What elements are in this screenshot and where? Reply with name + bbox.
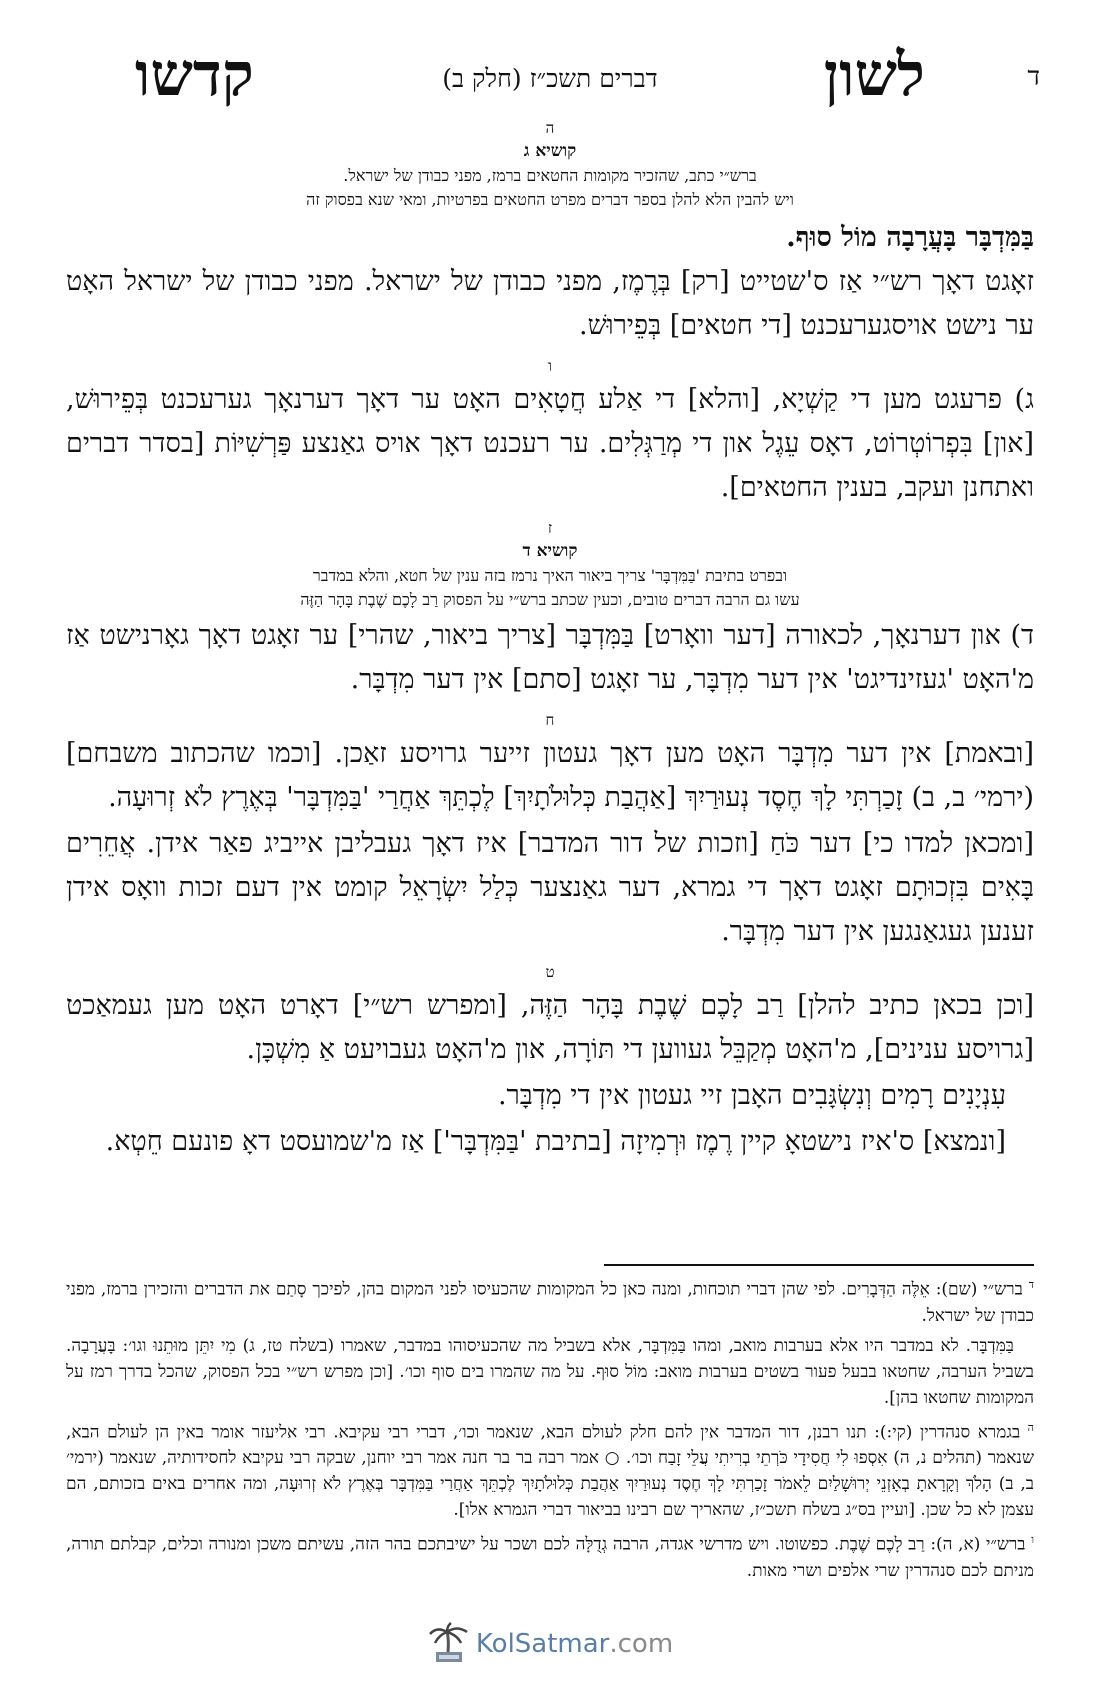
header-title-left: קדשו	[135, 40, 254, 110]
logo-tld: .com	[609, 1629, 674, 1659]
footnote	[66, 1415, 1034, 1524]
main-text	[66, 118, 1034, 1164]
header-title-right: לשון	[823, 40, 925, 110]
footnote	[66, 1272, 1034, 1329]
section-marker: ה	[545, 119, 555, 137]
paragraph: ד) און דערנאָך, לכאורה [דער וואָרט] בַּמִּדְבָּר [צריך ביאור, שהרי] ער זאָגט דאָך גאָרנישט אַז מ'האָט 'געזינדיגט' אין דער מִדְבָּר, ער זאָגט [סתם] אין דער מִדְבָּר.	[66, 620, 1034, 695]
paragraph: ג) פרעגט מען די קַשְׁיָא, [והלא] די אַלע חֲטָאִים האָט ער דאָך דערנאָך גערעכנט בְּפֵירוּשׁ, [און] בִּפְרוֹטְרוֹט, דאָס עֵגֶל און די מְרַגְּלִים. ער רעכנט דאָך אויס גאַנצע פַּרְשִׁיּוֹת [בסדר דברים ואתחנן ועקב, בענין החטאים].	[66, 384, 1034, 503]
paragraph: [ונמצא] ס'איז נישטאָ קיין רֶמֶז וּרְמִיזָה [בתיבת 'בַּמִּדְבָּר'] אַז מ'שמועסט דאָ פונעם חֵטְא.	[105, 1126, 1006, 1157]
header-subtitle: דברים תשכ״ז (חלק ב)	[442, 64, 658, 93]
question-text: עשו גם הרבה דברים טובים, וכעין שכתב ברש״י על הפסוק רַב לָכֶם שֶׁבֶת בָּהָר הַזֶּה	[300, 590, 800, 609]
footnote	[66, 1527, 1034, 1584]
paragraph: [ומכאן למדו כי] דער כֹּחַ [וזכות של דור המדבר] איז דאָך געבליבן אייביג פאַר אידן. אֲחֵרִים בָּאִים בִּזְכוּתָם זאָגט דאָך די גמרא, דער גאַנצער כְּלַל יִשְׂרָאֵל קומט אין דעם זכות וואָס אידן זענען געגאַנגען אין דער מִדְבָּר.	[66, 828, 1034, 947]
footnote-mark: ו	[1031, 1533, 1035, 1547]
site-logo[interactable]	[0, 1622, 1100, 1672]
question-text: ברש״י כתב, שהזכיר מקומות החטאים ברמז, מפני כבודן של ישראל.	[343, 166, 757, 185]
footnote	[66, 1333, 1034, 1411]
paragraph: [ובאמת] אין דער מִדְבָּר האָט מען דאָך געטון זייער גרויסע זאַכן. [וכמו שהכתוב משבחם] (ירמי׳ ב, ב) זָכַרְתִּי לָךְ חֶסֶד נְעוּרַיִךְ [אַהֲבַת כְּלוּלֹתָיִךְ] לֶכְתֵּךְ אַחֲרַי 'בַּמִּדְבָּר' בְּאֶרֶץ לֹא זְרוּעָה.	[66, 738, 1034, 813]
footnotes	[66, 1272, 1034, 1588]
footnote-mark: ה	[1027, 1420, 1034, 1434]
paragraph: [וכן בכאן כתיב להלן] רַב לָכֶם שֶׁבֶת בָּהָר הַזֶּה, [ומפרש רש״י] דאָרט האָט מען געמאַכט [גרויסע ענינים], מ'האָט מְקַבֵּל געווען די תּוֹרָה, און מ'האָט געבויעט אַ מִשְׁכָּן.	[66, 990, 1034, 1065]
footnote-divider	[604, 1264, 1034, 1266]
question-title: קושיא ג	[523, 141, 577, 161]
logo-name: KolSatmar	[475, 1629, 610, 1659]
paragraph: עִנְיָנִים רָמִים וְנִשְׂגָּבִים האָבן זיי געטון אין די מִדְבָּר.	[497, 1080, 1006, 1111]
footnote-text: בַּמִּדְבָּר. לא במדבר היו אלא בערבות מואב, ומהו בַּמִּדְבָּר, אלא בשביל מה שהכעיסוהו במדבר, שאמרו (בשלח טז, ג) מִי יִתֵּן מוּתֵנוּ וגו׳: בָּעֲרָבָה. בשביל הערבה, שחטאו בבעל פעור בשטים בערבות מואב: מוֹל סוּף. על מה שהמרו בים סוף וכו׳. [וכן מפרש רש״י בכל הפסוק, שהכל בדרך רמז על המקומות שחטאו בהן].	[66, 1335, 1034, 1408]
footnote-text: ברש״י (שם): אֵלֶּה הַדְּבָרִים. לפי שהן דברי תוכחות, ומנה כאן כל המקומות שהכעיסו לפני המקום בהן, לפיכך סָתַם את הדברים והזכירן ברמז, מפני כבודן של ישראל.	[66, 1279, 1034, 1326]
section-marker: ח	[545, 711, 555, 729]
footnote-text: ברש״י (א, ה): רַב לָכֶם שֶׁבֶת. כפשוטו. ויש מדרשי אגדה, הרבה גְדֻלָּה לכם ושכר על ישיבתכם בהר הזה, עשיתם משכן ומנורה וכלים, קבלתם תורה, מניתם לכם סנהדרין שרי אלפים ושרי מאות.	[66, 1534, 1034, 1581]
verse-heading: בַּמִּדְבָּר בָּעֲרָבָה מוֹל סוּף.	[786, 222, 1034, 253]
question-text: ויש להבין הלא להלן בספר דברים מפרט החטאים בפרטיות, ומאי שנא בפסוק זה	[306, 190, 794, 209]
section-marker: ו	[548, 357, 552, 375]
question-text: ובפרט בתיבת 'בַּמִּדְבָּר' צריך ביאור האיך נרמז בזה ענין של חטא, והלא במדבר	[312, 566, 788, 585]
question-title: קושיא ד	[522, 541, 578, 561]
paragraph: זאָגט דאָך רש״י אַז ס'שטייט [רק] בְּרֶמֶז, מפני כבודן של ישראל. מפני כבודן של ישראל האָט ער נישט אויסגערעכנט [די חטאים] בְּפֵירוּשׁ.	[66, 266, 1034, 341]
footnote-text: בגמרא סנהדרין (קי:): תנו רבנן, דור המדבר אין להם חלק לעולם הבא, שנאמר וכו׳, דברי רבי עקיבא. רבי אליעזר אומר באין הן לעולם הבא, שנאמר (תהלים נ, ה) אִסְפוּ לִי חֲסִידָי כֹּרְתֵי בְרִיתִי עֲלֵי זָבַח וכו׳. ○ אמר רבה בר בר חנה אמר רבי יוחנן, שבקה רבי עקיבא לחסידותיה, שנאמר (ירמי׳ ב, ב) הָלֹךְ וְקָרָאתָ בְאָזְנֵי יְרוּשָׁלַיִם לֵאמֹר זָכַרְתִּי לָךְ חֶסֶד נְעוּרַיִךְ אַהֲבַת כְּלוּלֹתָיִךְ לֶכְתֵּךְ אַחֲרַי בַּמִּדְבָּר בְּאֶרֶץ לֹא זְרוּעָה, ומה אחרים באים בזכותם, הם עצמן לא כל שכן. [ועיין בס״ג בשלח תשכ״ז, שהאריך שם רבינו בביאור דברי הגמרא אלו].	[66, 1422, 1034, 1521]
palm-tree-icon	[427, 1622, 471, 1666]
page-number: ד	[1027, 62, 1040, 92]
footnote-mark: ד	[1028, 1278, 1034, 1291]
section-marker: ט	[545, 963, 555, 981]
section-marker: ז	[547, 519, 553, 537]
page-header	[60, 40, 1040, 120]
